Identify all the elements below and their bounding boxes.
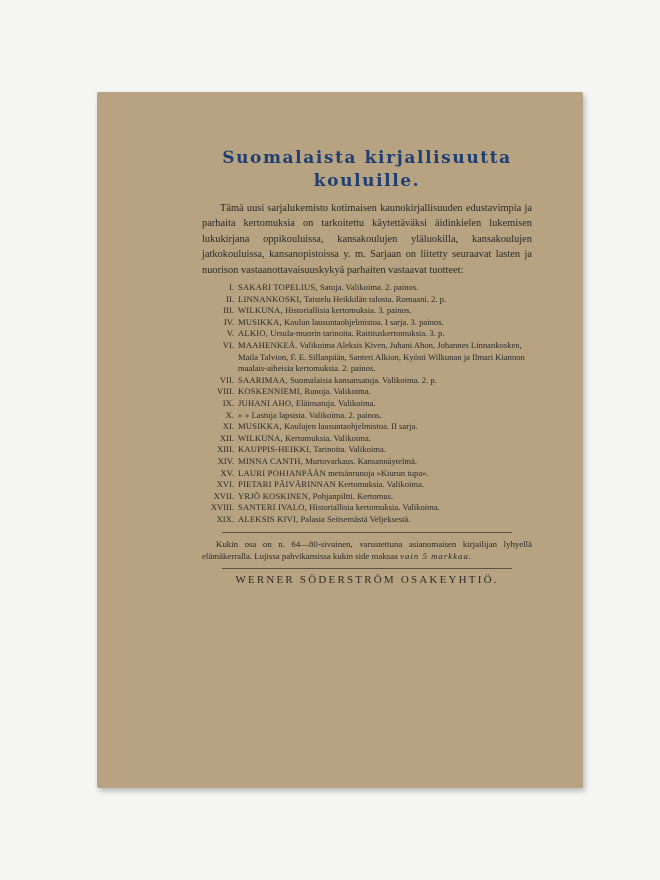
list-item <box>202 375 532 387</box>
item-title: metsänrunoja »Kiurun tupa». <box>328 467 429 478</box>
item-title: Taistelu Heikkilän talosta. Romaani. 2. p. <box>303 293 447 304</box>
item-entry <box>238 433 371 445</box>
book-back-cover <box>97 92 583 788</box>
item-title: Koulun lausuntaohjelmistoa. I sarja. 3. painos. <box>284 316 444 327</box>
item-author: » » <box>238 409 250 420</box>
item-author: KAUPPIS-HEIKKI, <box>238 444 312 455</box>
item-title: Tarinoita. Valikoima. <box>313 444 386 455</box>
list-item <box>202 421 532 433</box>
list-item <box>202 340 532 375</box>
item-entry <box>238 468 429 480</box>
item-entry <box>238 444 386 456</box>
item-number: IX. <box>222 397 234 408</box>
item-title: Valikoima Aleksis Kiven, Juhani Ahon, Johannes Linnankosken, Maila Talvion, F. E. Sillanpään, Santeri Alkion, Kyösti Wilkunan ja Ilmari Kiannon maalais-aiheisia kertomuksia. 2. painos. <box>238 340 525 374</box>
title-line-1: Suomalaista kirjallisuutta <box>222 148 512 168</box>
series-list <box>202 282 532 525</box>
closing-paragraph <box>202 538 532 562</box>
item-author: JUHANI AHO, <box>238 397 294 408</box>
item-number: XII. <box>219 432 234 443</box>
item-entry <box>238 514 410 526</box>
publisher-name: WERNER SÖDERSTRÖM OSAKEYHTIÖ. <box>235 573 499 586</box>
item-title: Koulujen lausuntaohjelmistoa. II sarja. <box>284 421 418 432</box>
item-number: XVIII. <box>210 502 234 513</box>
item-entry <box>238 398 376 410</box>
list-item <box>202 456 532 468</box>
cover-content <box>202 147 532 586</box>
item-number: IV. <box>223 316 234 327</box>
item-entry <box>238 305 411 317</box>
item-entry <box>238 294 446 306</box>
title-line-2: kouluille. <box>313 171 421 191</box>
list-item <box>202 444 532 456</box>
item-author: MUSIKKA, <box>238 421 282 432</box>
item-entry <box>238 491 393 503</box>
item-entry <box>238 456 417 468</box>
item-entry <box>238 282 418 294</box>
item-entry <box>238 317 444 329</box>
list-item <box>202 294 532 306</box>
item-author: ALKIO, <box>238 328 269 339</box>
item-entry <box>238 340 532 375</box>
list-item <box>202 305 532 317</box>
item-entry <box>238 502 440 514</box>
item-author: MUSIKKA, <box>238 316 282 327</box>
list-item <box>202 491 532 503</box>
item-number: XVI. <box>216 479 234 490</box>
item-title: Kertomuksia. Valikoima. <box>338 479 425 490</box>
item-author: MAAHENKEÄ. <box>238 340 298 350</box>
item-author: YRJÖ KOSKINEN, <box>238 490 311 501</box>
item-title: Historiallisia kertomuksia. Valikoima. <box>309 502 440 513</box>
item-author: LINNANKOSKI, <box>238 293 302 304</box>
item-title: Historiallisia kertomuksia. 3. painos. <box>284 305 412 316</box>
list-item <box>202 433 532 445</box>
intro-paragraph: Tämä uusi sarjalukemisto kotimaisen kaunokirjallisuuden edustavimpia ja parhaita kertomuksia on tarkoitettu käytettäväksi äidinkielen lukemisen lukukirjana oppikouluissa, kansakoulujen yläluokilla, kansakoulujen jatkokouluissa, kansanopistoissa y. m. Sarjaan on liitetty seuraavat lasten ja nuorison vastaanottavaisuuskykyä parhaiten vastaavat tuotteet: <box>202 203 532 276</box>
item-number: VII. <box>219 374 234 385</box>
list-item <box>202 317 532 329</box>
item-number: V. <box>226 328 234 339</box>
list-item <box>202 386 532 398</box>
item-author: ALEKSIS KIVI, <box>238 513 299 524</box>
list-item <box>202 410 532 422</box>
item-number: XV. <box>220 467 234 478</box>
item-entry <box>238 375 437 387</box>
list-item <box>202 514 532 526</box>
item-author: MINNA CANTH, <box>238 455 303 466</box>
item-number: XVII. <box>213 490 234 501</box>
item-author: WILKUNA, <box>238 432 283 443</box>
item-entry <box>238 421 417 433</box>
list-item <box>202 282 532 294</box>
item-title: Runoja. Valikoima. <box>304 386 371 397</box>
item-author: KOSKENNIEMI, <box>238 386 303 397</box>
price-text: vain 5 markkaa. <box>400 550 473 561</box>
item-entry <box>238 410 382 422</box>
item-title: Murtovarkaus. Kansannäytelmä. <box>305 455 418 466</box>
list-item <box>202 328 532 340</box>
item-author: LAURI POHJANPÄÄN <box>238 467 326 478</box>
item-title: Kertomuksia. Valikoima. <box>284 432 371 443</box>
list-item <box>202 468 532 480</box>
item-number: II. <box>226 293 234 304</box>
item-title: Ursula-muorin tarinoita. Raittiuskertomuksia. 3. p. <box>270 328 445 339</box>
item-number: VI. <box>222 340 234 350</box>
list-item <box>202 398 532 410</box>
item-number: III. <box>223 305 234 316</box>
item-title: Satuja. Valikoima. 2. painos. <box>319 282 419 293</box>
divider <box>222 568 512 569</box>
item-title: Suomalaisia kansansatuja. Valikoima. 2. p. <box>289 374 437 385</box>
item-title: Pohjanpiltti. Kertomus. <box>312 490 394 501</box>
divider <box>222 532 512 533</box>
list-item <box>202 502 532 514</box>
item-entry <box>238 386 371 398</box>
item-title: Lastuja lapsista. Valikoima. 2. painos. <box>251 409 382 420</box>
item-title: Palasia Seitsemästä Veljeksestä. <box>300 513 411 524</box>
item-number: X. <box>225 409 234 420</box>
item-author: SAARIMAA, <box>238 374 288 385</box>
item-entry <box>238 328 444 340</box>
item-author: SAKARI TOPELIUS, <box>238 282 318 293</box>
item-title: Eläinsatuja. Valikoima. <box>295 397 376 408</box>
item-number: I. <box>228 282 234 293</box>
item-number: VIII. <box>217 386 234 397</box>
list-item <box>202 479 532 491</box>
item-number: XI. <box>222 421 234 432</box>
item-number: XIV. <box>217 455 234 466</box>
closing-text: Kukin osa on n. 64—80-sivuinen, varustettuna asianomaisen kirjailijan lyhyellä elämäkerralla. Lujissa pahvikansissa kukin side maksaa <box>202 538 532 561</box>
item-author: WILKUNA, <box>238 305 283 316</box>
item-author: SANTERI IVALO, <box>238 502 308 513</box>
item-number: XIX. <box>216 513 234 524</box>
page-title <box>202 147 532 193</box>
item-author: PIETARI PÄIVÄRINNAN <box>238 479 336 490</box>
item-number: XIII. <box>217 444 234 455</box>
item-entry <box>238 479 424 491</box>
